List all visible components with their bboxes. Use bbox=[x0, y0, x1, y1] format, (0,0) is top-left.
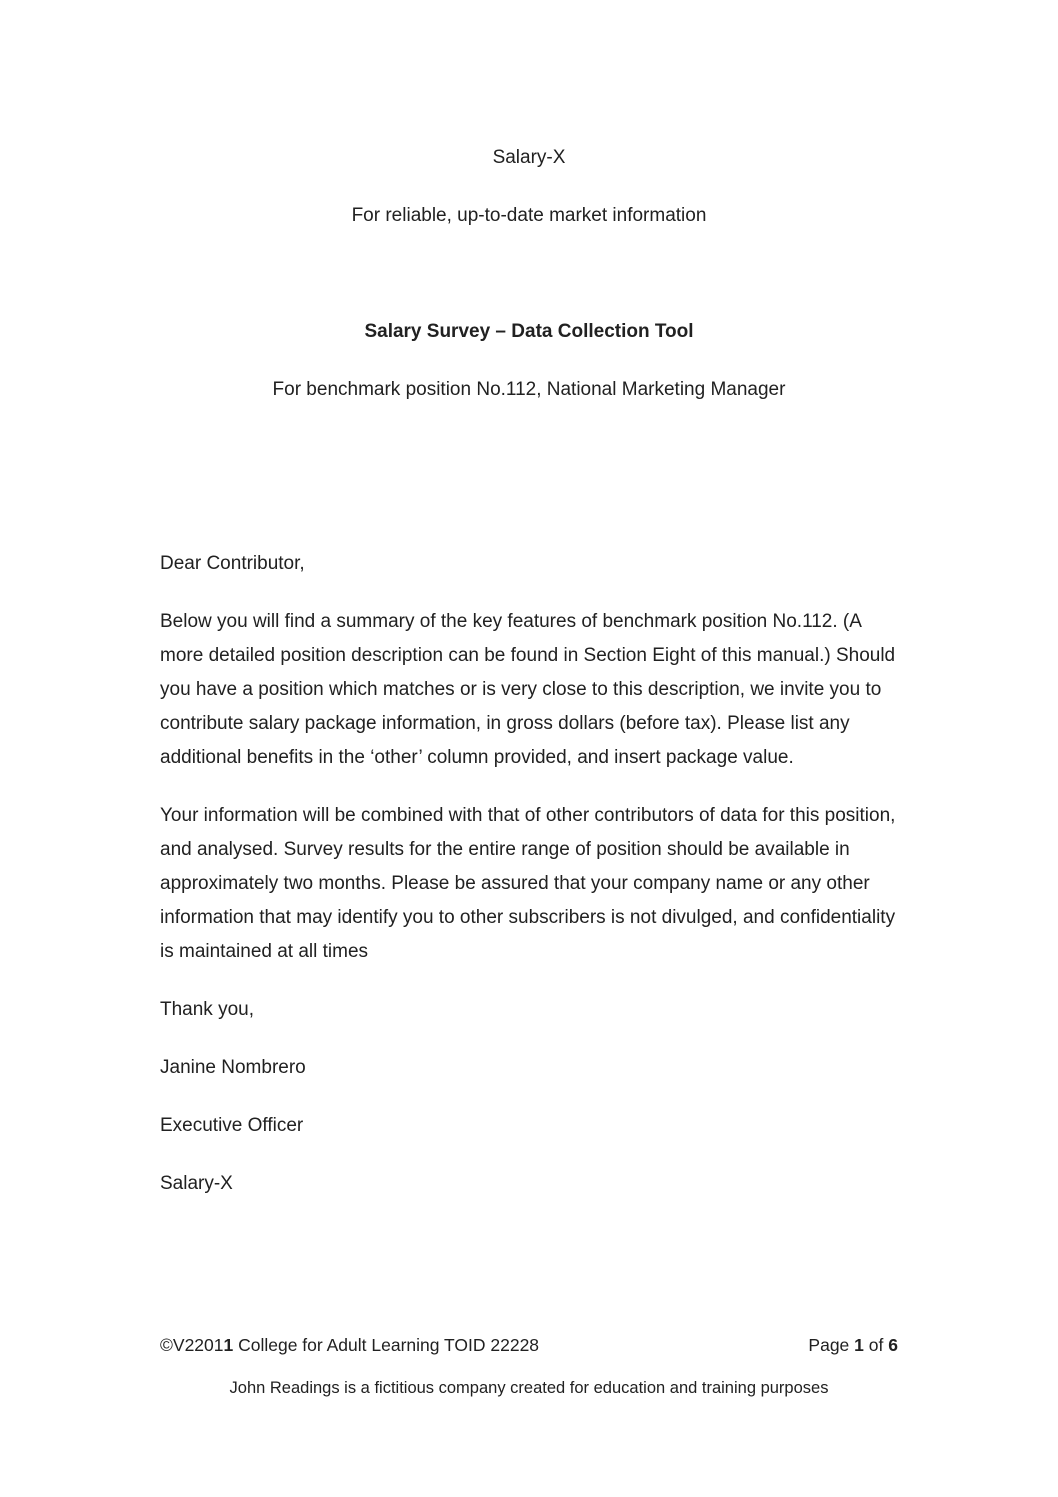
page-footer bbox=[160, 1332, 898, 1358]
footer-page-indicator bbox=[808, 1332, 898, 1358]
brand-title: Salary-X bbox=[492, 147, 566, 168]
salutation: Dear Contributor, bbox=[160, 553, 305, 574]
page-total: 6 bbox=[888, 1335, 898, 1355]
copyright-org: College for Adult Learning TOID 22228 bbox=[233, 1335, 540, 1355]
body-paragraph-2: Your information will be combined with that of other contributors of data for this position, and analysed. Survey results for the entire range of position should be available in approximately two months. Please be assured that your company name or any other information that may identify you to other subscribers is not divulged, and confidentiality is maintained at all times bbox=[160, 805, 896, 962]
signature-name: Janine Nombrero bbox=[160, 1057, 306, 1078]
of-label: of bbox=[868, 1335, 884, 1355]
document-subtitle: For benchmark position No.112, National Marketing Manager bbox=[272, 379, 786, 400]
signature-title: Executive Officer bbox=[160, 1115, 304, 1136]
body-paragraph-1: Below you will find a summary of the key features of benchmark position No.112. (A more detailed position description can be found in Section Eight of this manual.) Should you have a position which matches or is very close to this description, we invite you to contribute salary package information, in gross dollars (before tax). Please list any additional benefits in the ‘other’ column provided, and insert package value. bbox=[160, 611, 896, 768]
footer-disclaimer: John Readings is a fictitious company created for education and training purposes bbox=[229, 1379, 829, 1397]
copyright-text: ©V2201 bbox=[160, 1335, 224, 1355]
page-label: Page bbox=[808, 1335, 850, 1355]
brand-tagline: For reliable, up-to-date market information bbox=[351, 205, 707, 226]
document-title: Salary Survey – Data Collection Tool bbox=[364, 321, 694, 342]
closing-line: Thank you, bbox=[160, 999, 254, 1020]
copyright-version-number: 1 bbox=[223, 1335, 234, 1355]
footer-copyright bbox=[160, 1332, 539, 1358]
signature-company: Salary-X bbox=[160, 1173, 233, 1194]
page-number: 1 bbox=[854, 1335, 864, 1355]
